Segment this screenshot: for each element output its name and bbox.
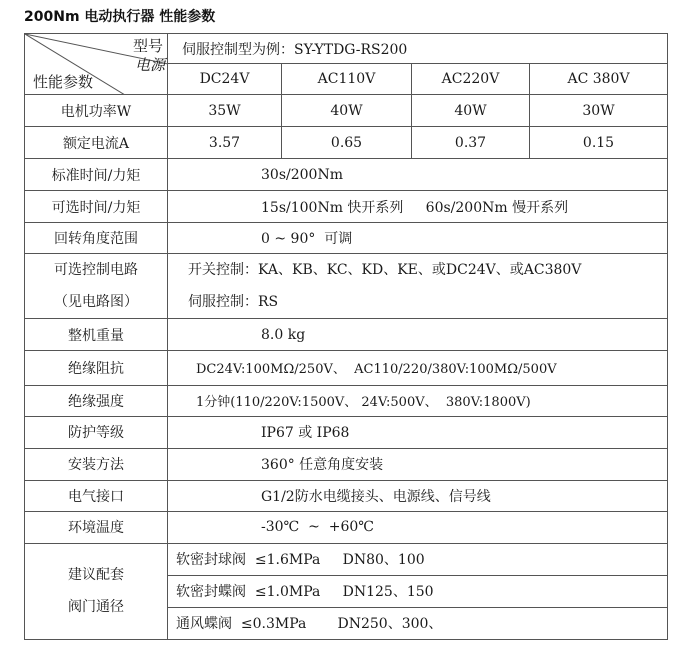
table-cell: 8.0 kg (168, 319, 668, 351)
row-label-standard-time: 标准时间/力矩 (25, 159, 168, 191)
table-row (25, 511, 668, 543)
table-cell: 0 ~ 90° 可调 (168, 223, 668, 254)
row-label-ambient-temperature: 环境温度 (25, 511, 168, 543)
row-label-rotation-range: 回转角度范围 (25, 223, 168, 254)
table-row (25, 319, 668, 351)
table-cell: DC24V:100MΩ/250V、 AC110/220/380V:100MΩ/500V (168, 351, 668, 385)
table-row (25, 543, 668, 639)
table-cell: 40W (282, 95, 412, 127)
table-row (25, 191, 668, 223)
table-row (25, 416, 668, 448)
spec-table (24, 33, 668, 640)
control-label-line2: （见电路图） (54, 294, 138, 311)
row-label-protection-class: 防护等级 (25, 416, 168, 448)
row-label-rated-current: 额定电流A (25, 127, 168, 159)
table-cell: 30s/200Nm (168, 159, 668, 191)
row-label-control-circuit (25, 254, 168, 319)
table-row (25, 351, 668, 385)
performance-header-label: 性能参数 (33, 73, 94, 92)
control-line-switch: 开关控制：KA、KB、KC、KD、KE、或DC24V、或AC380V (188, 262, 582, 279)
row-label-insulation-strength: 绝缘强度 (25, 385, 168, 416)
control-label-line1: 可选控制电路 (54, 262, 138, 279)
table-cell: G1/2防水电缆接头、电源线、信号线 (168, 480, 668, 511)
valves-list (168, 544, 667, 639)
table-cell: 0.65 (282, 127, 412, 159)
voltage-ac380v: AC 380V (530, 64, 668, 95)
table-cell: 1分钟(110/220V:1500V、 24V:500V、 380V:1800V) (168, 385, 668, 416)
diagonal-header-cell (25, 34, 168, 95)
table-row (25, 127, 668, 159)
voltage-dc24v: DC24V (168, 64, 282, 95)
row-label-insulation-resistance: 绝缘阻抗 (25, 351, 168, 385)
list-item: 软密封蝶阀 ≤1.0MPa DN125、150 (168, 575, 667, 607)
page-title: 200Nm 电动执行器 性能参数 (24, 9, 216, 25)
table-cell: -30℃ ~ +60℃ (168, 511, 668, 543)
voltage-ac220v: AC220V (412, 64, 530, 95)
table-row (25, 448, 668, 480)
model-example: 伺服控制型为例：SY-YTDG-RS200 (168, 34, 668, 64)
valves-cell (168, 543, 668, 639)
table-row (25, 223, 668, 254)
row-label-motor-power: 电机功率W (25, 95, 168, 127)
model-header-label: 型号 (132, 37, 163, 55)
list-item: 通风蝶阀 ≤0.3MPa DN250、300、 (176, 616, 443, 633)
table-cell: 0.15 (530, 127, 668, 159)
table-row (25, 159, 668, 191)
control-line-servo: 伺服控制：RS (188, 294, 279, 311)
row-label-valves (25, 543, 168, 639)
voltage-ac110v: AC110V (282, 64, 412, 95)
table-cell: 35W (168, 95, 282, 127)
table-cell: 0.37 (412, 127, 530, 159)
row-label-installation: 安装方法 (25, 448, 168, 480)
table-cell: 30W (530, 95, 668, 127)
control-cell (168, 254, 668, 319)
table-cell: 40W (412, 95, 530, 127)
valves-label-line2: 阀门通径 (68, 599, 124, 616)
table-cell: 360° 任意角度安装 (168, 448, 668, 480)
table-row (25, 95, 668, 127)
table-cell: IP67 或 IP68 (168, 416, 668, 448)
table-cell: 3.57 (168, 127, 282, 159)
list-item: 软密封球阀 ≤1.6MPa DN80、100 (168, 544, 667, 576)
table-row (25, 480, 668, 511)
table-row (25, 254, 668, 319)
power-header-label: 电源 (134, 56, 165, 74)
row-label-electrical-interface: 电气接口 (25, 480, 168, 511)
table-cell: 15s/100Nm 快开系列 60s/200Nm 慢开系列 (168, 191, 668, 223)
row-label-weight: 整机重量 (25, 319, 168, 351)
valves-label-line1: 建议配套 (68, 567, 124, 584)
row-label-optional-time: 可选时间/力矩 (25, 191, 168, 223)
table-row (25, 385, 668, 416)
